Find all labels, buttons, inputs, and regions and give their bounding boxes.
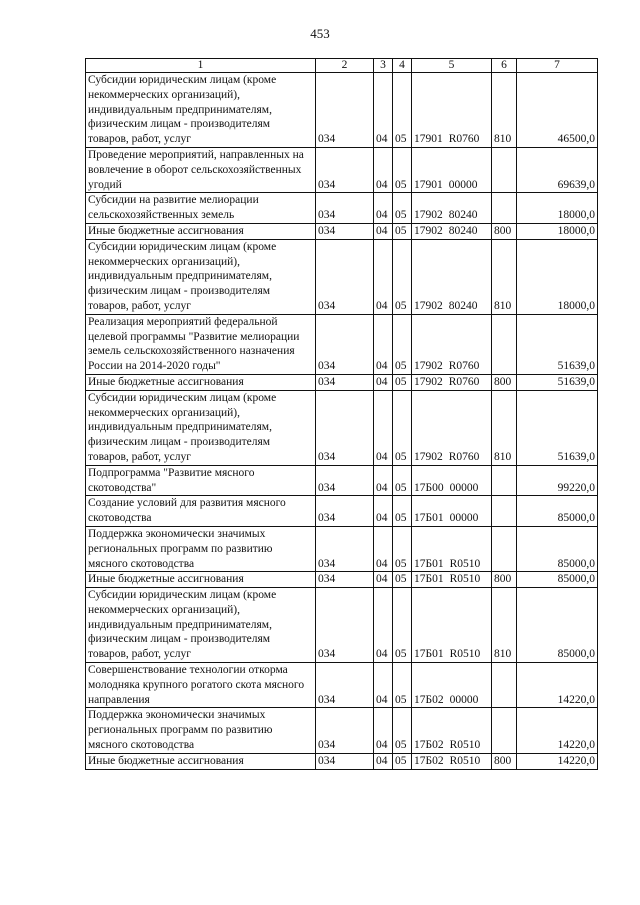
header-row — [86, 59, 598, 73]
expense-type-cell — [492, 708, 517, 753]
section-code-cell: 04 — [374, 465, 393, 496]
expense-type-cell — [492, 496, 517, 527]
ministry-code-cell: 034 — [316, 223, 374, 239]
target-article-program: 17Б01 — [414, 648, 444, 661]
target-article-program: 17902 — [414, 224, 443, 237]
section-code-cell: 04 — [374, 390, 393, 465]
target-article-program: 17902 — [414, 299, 443, 312]
sum-cell: 85000,0 — [517, 526, 598, 571]
expense-type-cell — [492, 147, 517, 192]
subsection-code-cell: 05 — [393, 390, 412, 465]
target-article-cell — [412, 465, 492, 496]
subsection-code-cell: 05 — [393, 147, 412, 192]
header-cell: 3 — [374, 59, 393, 73]
target-article-cell — [412, 147, 492, 192]
expense-type-cell — [492, 465, 517, 496]
target-article-program: 17901 — [414, 133, 443, 146]
target-article-direction: R0760 — [448, 375, 480, 388]
target-article-cell — [412, 496, 492, 527]
target-article-direction: R0510 — [449, 557, 481, 570]
sum-cell: 99220,0 — [517, 465, 598, 496]
ministry-code-cell: 034 — [316, 239, 374, 314]
ministry-code-cell: 034 — [316, 496, 374, 527]
sum-cell: 85000,0 — [517, 588, 598, 663]
expense-type-cell — [492, 526, 517, 571]
target-article-program: 17901 — [414, 178, 443, 191]
item-name-cell: Субсидии юридическим лицам (кроме некоммерческих организаций), индивидуальным предпринимателям, физическим лицам - производителям товаров, работ, услуг — [86, 390, 316, 465]
target-article-direction: 80240 — [448, 299, 478, 312]
target-article-program: 17Б02 — [414, 754, 444, 767]
target-article-program: 17Б00 — [414, 481, 444, 494]
target-article-cell — [412, 223, 492, 239]
target-article-direction: R0510 — [449, 648, 481, 661]
item-name-cell: Проведение мероприятий, направленных на вовлечение в оборот сельскохозяйственных угодий — [86, 147, 316, 192]
section-code-cell: 04 — [374, 73, 393, 148]
target-article-cell — [412, 314, 492, 374]
expense-type-cell: 810 — [492, 73, 517, 148]
subsection-code-cell: 05 — [393, 526, 412, 571]
section-code-cell: 04 — [374, 314, 393, 374]
header-cell: 1 — [86, 59, 316, 73]
target-article-cell — [412, 708, 492, 753]
ministry-code-cell: 034 — [316, 588, 374, 663]
section-code-cell: 04 — [374, 496, 393, 527]
target-article-program: 17Б01 — [414, 557, 444, 570]
expense-type-cell — [492, 314, 517, 374]
target-article-program: 17902 — [414, 375, 443, 388]
target-article-cell — [412, 374, 492, 390]
section-code-cell: 04 — [374, 223, 393, 239]
target-article-direction: 00000 — [449, 693, 479, 706]
subsection-code-cell: 05 — [393, 314, 412, 374]
sum-cell: 85000,0 — [517, 572, 598, 588]
subsection-code-cell: 05 — [393, 223, 412, 239]
target-article-cell — [412, 239, 492, 314]
target-article-direction: R0760 — [448, 133, 480, 146]
item-name-cell: Реализация мероприятий федеральной целевой программы "Развитие мелиорации земель сельскохозяйственного назначения России на 2014-2020 годы" — [86, 314, 316, 374]
target-article-cell — [412, 663, 492, 708]
table-row — [86, 147, 598, 192]
expense-type-cell — [492, 663, 517, 708]
expense-type-cell: 810 — [492, 390, 517, 465]
table-row — [86, 588, 598, 663]
budget-table — [85, 58, 598, 770]
ministry-code-cell: 034 — [316, 374, 374, 390]
item-name-cell: Поддержка экономически значимых региональных программ по развитию мясного скотоводства — [86, 708, 316, 753]
section-code-cell: 04 — [374, 193, 393, 224]
ministry-code-cell: 034 — [316, 465, 374, 496]
header-cell: 5 — [412, 59, 492, 73]
item-name-cell: Иные бюджетные ассигнования — [86, 223, 316, 239]
sum-cell: 69639,0 — [517, 147, 598, 192]
table-row — [86, 73, 598, 148]
target-article-program: 17902 — [414, 360, 443, 373]
expense-type-cell — [492, 193, 517, 224]
ministry-code-cell: 034 — [316, 147, 374, 192]
target-article-cell — [412, 526, 492, 571]
ministry-code-cell: 034 — [316, 526, 374, 571]
item-name-cell: Создание условий для развития мясного скотоводства — [86, 496, 316, 527]
target-article-direction: R0510 — [449, 739, 481, 752]
subsection-code-cell: 05 — [393, 496, 412, 527]
sum-cell: 14220,0 — [517, 663, 598, 708]
sum-cell: 51639,0 — [517, 390, 598, 465]
table-row — [86, 465, 598, 496]
section-code-cell: 04 — [374, 708, 393, 753]
table-row — [86, 753, 598, 769]
sum-cell: 51639,0 — [517, 314, 598, 374]
target-article-program: 17Б02 — [414, 739, 444, 752]
table-row — [86, 314, 598, 374]
subsection-code-cell: 05 — [393, 572, 412, 588]
target-article-program: 17Б01 — [414, 512, 444, 525]
target-article-cell — [412, 588, 492, 663]
ministry-code-cell: 034 — [316, 390, 374, 465]
table-row — [86, 374, 598, 390]
target-article-direction: 80240 — [448, 209, 478, 222]
header-cell: 4 — [393, 59, 412, 73]
table-row — [86, 496, 598, 527]
target-article-direction: 00000 — [449, 512, 479, 525]
section-code-cell: 04 — [374, 753, 393, 769]
subsection-code-cell: 05 — [393, 753, 412, 769]
section-code-cell: 04 — [374, 147, 393, 192]
target-article-cell — [412, 572, 492, 588]
ministry-code-cell: 034 — [316, 663, 374, 708]
subsection-code-cell: 05 — [393, 663, 412, 708]
target-article-program: 17902 — [414, 450, 443, 463]
sum-cell: 85000,0 — [517, 496, 598, 527]
item-name-cell: Иные бюджетные ассигнования — [86, 374, 316, 390]
page-number: 453 — [310, 26, 330, 41]
item-name-cell: Субсидии юридическим лицам (кроме некоммерческих организаций), индивидуальным предпринимателям, физическим лицам - производителям товаров, работ, услуг — [86, 239, 316, 314]
ministry-code-cell: 034 — [316, 753, 374, 769]
ministry-code-cell: 034 — [316, 314, 374, 374]
subsection-code-cell: 05 — [393, 374, 412, 390]
target-article-direction: R0510 — [449, 754, 481, 767]
item-name-cell: Субсидии на развитие мелиорации сельскохозяйственных земель — [86, 193, 316, 224]
section-code-cell: 04 — [374, 526, 393, 571]
expense-type-cell: 800 — [492, 374, 517, 390]
section-code-cell: 04 — [374, 663, 393, 708]
table-row — [86, 663, 598, 708]
target-article-program: 17Б02 — [414, 693, 444, 706]
table-row — [86, 223, 598, 239]
sum-cell: 18000,0 — [517, 239, 598, 314]
table-row — [86, 572, 598, 588]
sum-cell: 18000,0 — [517, 223, 598, 239]
target-article-direction: 80240 — [448, 224, 478, 237]
target-article-program: 17Б01 — [414, 573, 444, 586]
section-code-cell: 04 — [374, 572, 393, 588]
subsection-code-cell: 05 — [393, 193, 412, 224]
section-code-cell: 04 — [374, 588, 393, 663]
target-article-direction: R0760 — [448, 450, 480, 463]
table-row — [86, 239, 598, 314]
target-article-cell — [412, 73, 492, 148]
ministry-code-cell: 034 — [316, 708, 374, 753]
target-article-direction: 00000 — [449, 481, 479, 494]
section-code-cell: 04 — [374, 374, 393, 390]
table-row — [86, 708, 598, 753]
expense-type-cell: 810 — [492, 239, 517, 314]
item-name-cell: Иные бюджетные ассигнования — [86, 753, 316, 769]
target-article-program: 17902 — [414, 209, 443, 222]
subsection-code-cell: 05 — [393, 465, 412, 496]
item-name-cell: Подпрограмма "Развитие мясного скотоводства" — [86, 465, 316, 496]
sum-cell: 14220,0 — [517, 708, 598, 753]
header-cell: 6 — [492, 59, 517, 73]
header-cell: 2 — [316, 59, 374, 73]
target-article-cell — [412, 193, 492, 224]
subsection-code-cell: 05 — [393, 239, 412, 314]
item-name-cell: Субсидии юридическим лицам (кроме некоммерческих организаций), индивидуальным предпринимателям, физическим лицам - производителям товаров, работ, услуг — [86, 588, 316, 663]
sum-cell: 51639,0 — [517, 374, 598, 390]
expense-type-cell: 800 — [492, 572, 517, 588]
sum-cell: 46500,0 — [517, 73, 598, 148]
item-name-cell: Совершенствование технологии откорма молодняка крупного рогатого скота мясного направления — [86, 663, 316, 708]
subsection-code-cell: 05 — [393, 708, 412, 753]
table-row — [86, 390, 598, 465]
target-article-cell — [412, 753, 492, 769]
item-name-cell: Поддержка экономически значимых региональных программ по развитию мясного скотоводства — [86, 526, 316, 571]
item-name-cell: Субсидии юридическим лицам (кроме некоммерческих организаций), индивидуальным предпринимателям, физическим лицам - производителям товаров, работ, услуг — [86, 73, 316, 148]
target-article-direction: R0510 — [449, 573, 481, 586]
item-name-cell: Иные бюджетные ассигнования — [86, 572, 316, 588]
target-article-cell — [412, 390, 492, 465]
target-article-direction: 00000 — [448, 178, 478, 191]
sum-cell: 14220,0 — [517, 753, 598, 769]
ministry-code-cell: 034 — [316, 73, 374, 148]
ministry-code-cell: 034 — [316, 193, 374, 224]
expense-type-cell: 800 — [492, 223, 517, 239]
subsection-code-cell: 05 — [393, 73, 412, 148]
target-article-direction: R0760 — [448, 360, 480, 373]
table-row — [86, 526, 598, 571]
expense-type-cell: 810 — [492, 588, 517, 663]
expense-type-cell: 800 — [492, 753, 517, 769]
subsection-code-cell: 05 — [393, 588, 412, 663]
sum-cell: 18000,0 — [517, 193, 598, 224]
section-code-cell: 04 — [374, 239, 393, 314]
ministry-code-cell: 034 — [316, 572, 374, 588]
header-cell: 7 — [517, 59, 598, 73]
table-row — [86, 193, 598, 224]
